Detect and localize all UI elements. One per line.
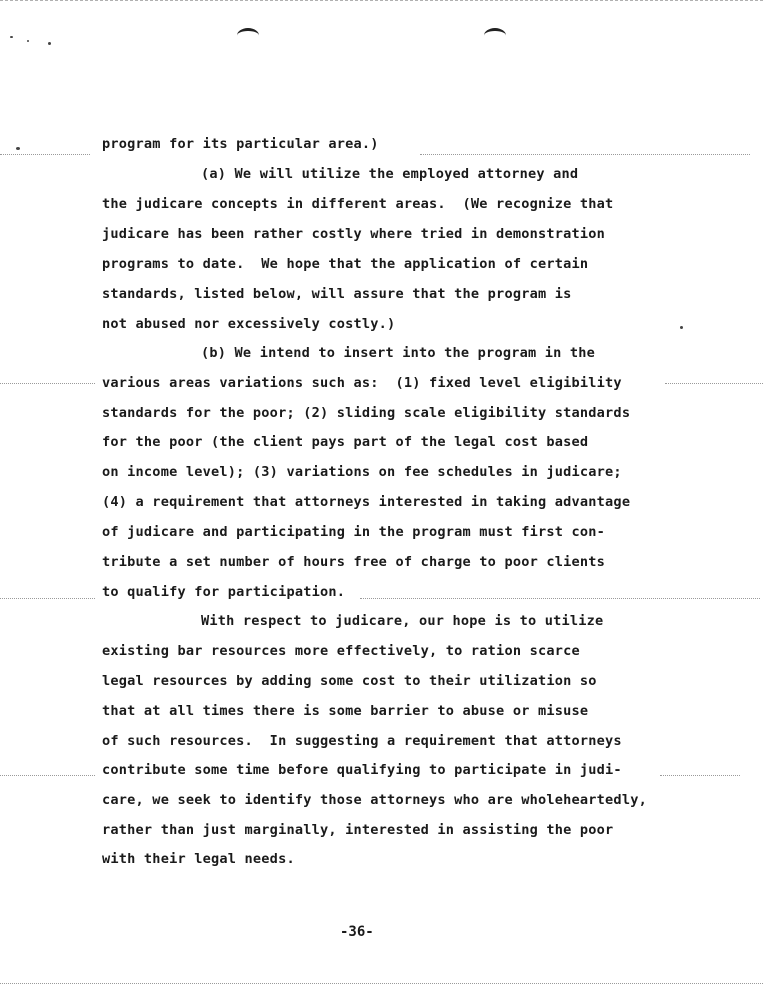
scan-noise-line	[0, 154, 90, 155]
text-line: standards, listed below, will assure that the program is	[102, 286, 572, 302]
text-line: programs to date. We hope that the application of certain	[102, 256, 589, 272]
scan-speck	[48, 42, 51, 45]
scan-noise-line	[665, 383, 763, 384]
scan-speck	[680, 326, 683, 329]
text-line: standards for the poor; (2) sliding scale eligibility standards	[102, 405, 631, 421]
binding-mark-right-icon	[484, 28, 506, 43]
text-line: contribute some time before qualifying to participate in judi-	[102, 762, 622, 778]
text-line: not abused nor excessively costly.)	[102, 316, 396, 332]
text-line: (a) We will utilize the employed attorney and	[201, 166, 579, 182]
scan-noise-line	[0, 598, 95, 599]
scan-noise-line	[420, 154, 750, 155]
text-line: the judicare concepts in different areas. (We recognize that	[102, 196, 614, 212]
page-number: -36-	[340, 924, 374, 940]
scan-noise-line	[360, 598, 760, 599]
text-line: judicare has been rather costly where tried in demonstration	[102, 226, 606, 242]
text-line: for the poor (the client pays part of the legal cost based	[102, 434, 589, 450]
text-line: (4) a requirement that attorneys interested in taking advantage	[102, 494, 631, 510]
top-edge-dotted-line	[0, 0, 763, 1]
scan-noise-line	[0, 775, 95, 776]
text-line: to qualify for participation.	[102, 584, 346, 600]
scan-noise-line	[660, 775, 740, 776]
text-line: of judicare and participating in the program must first con-	[102, 524, 606, 540]
text-line: (b) We intend to insert into the program in the	[201, 345, 596, 361]
binding-mark-left-icon	[237, 28, 259, 43]
text-line: program for its particular area.)	[102, 136, 379, 152]
scan-speck	[16, 147, 20, 150]
text-line: With respect to judicare, our hope is to utilize	[201, 613, 604, 629]
text-line: tribute a set number of hours free of charge to poor clients	[102, 554, 606, 570]
text-line: on income level); (3) variations on fee schedules in judicare;	[102, 464, 622, 480]
text-line: various areas variations such as: (1) fixed level eligibility	[102, 375, 622, 391]
text-line: with their legal needs.	[102, 851, 295, 867]
scan-noise-line	[0, 383, 95, 384]
scan-noise-line	[0, 983, 763, 984]
text-line: care, we seek to identify those attorneys who are wholeheartedly,	[102, 792, 647, 808]
text-line: of such resources. In suggesting a requirement that attorneys	[102, 733, 622, 749]
text-line: legal resources by adding some cost to their utilization so	[102, 673, 597, 689]
text-line: existing bar resources more effectively, to ration scarce	[102, 643, 580, 659]
text-line: rather than just marginally, interested in assisting the poor	[102, 822, 614, 838]
scan-speck	[10, 36, 13, 38]
text-line: that at all times there is some barrier to abuse or misuse	[102, 703, 589, 719]
scan-speck	[27, 40, 29, 42]
